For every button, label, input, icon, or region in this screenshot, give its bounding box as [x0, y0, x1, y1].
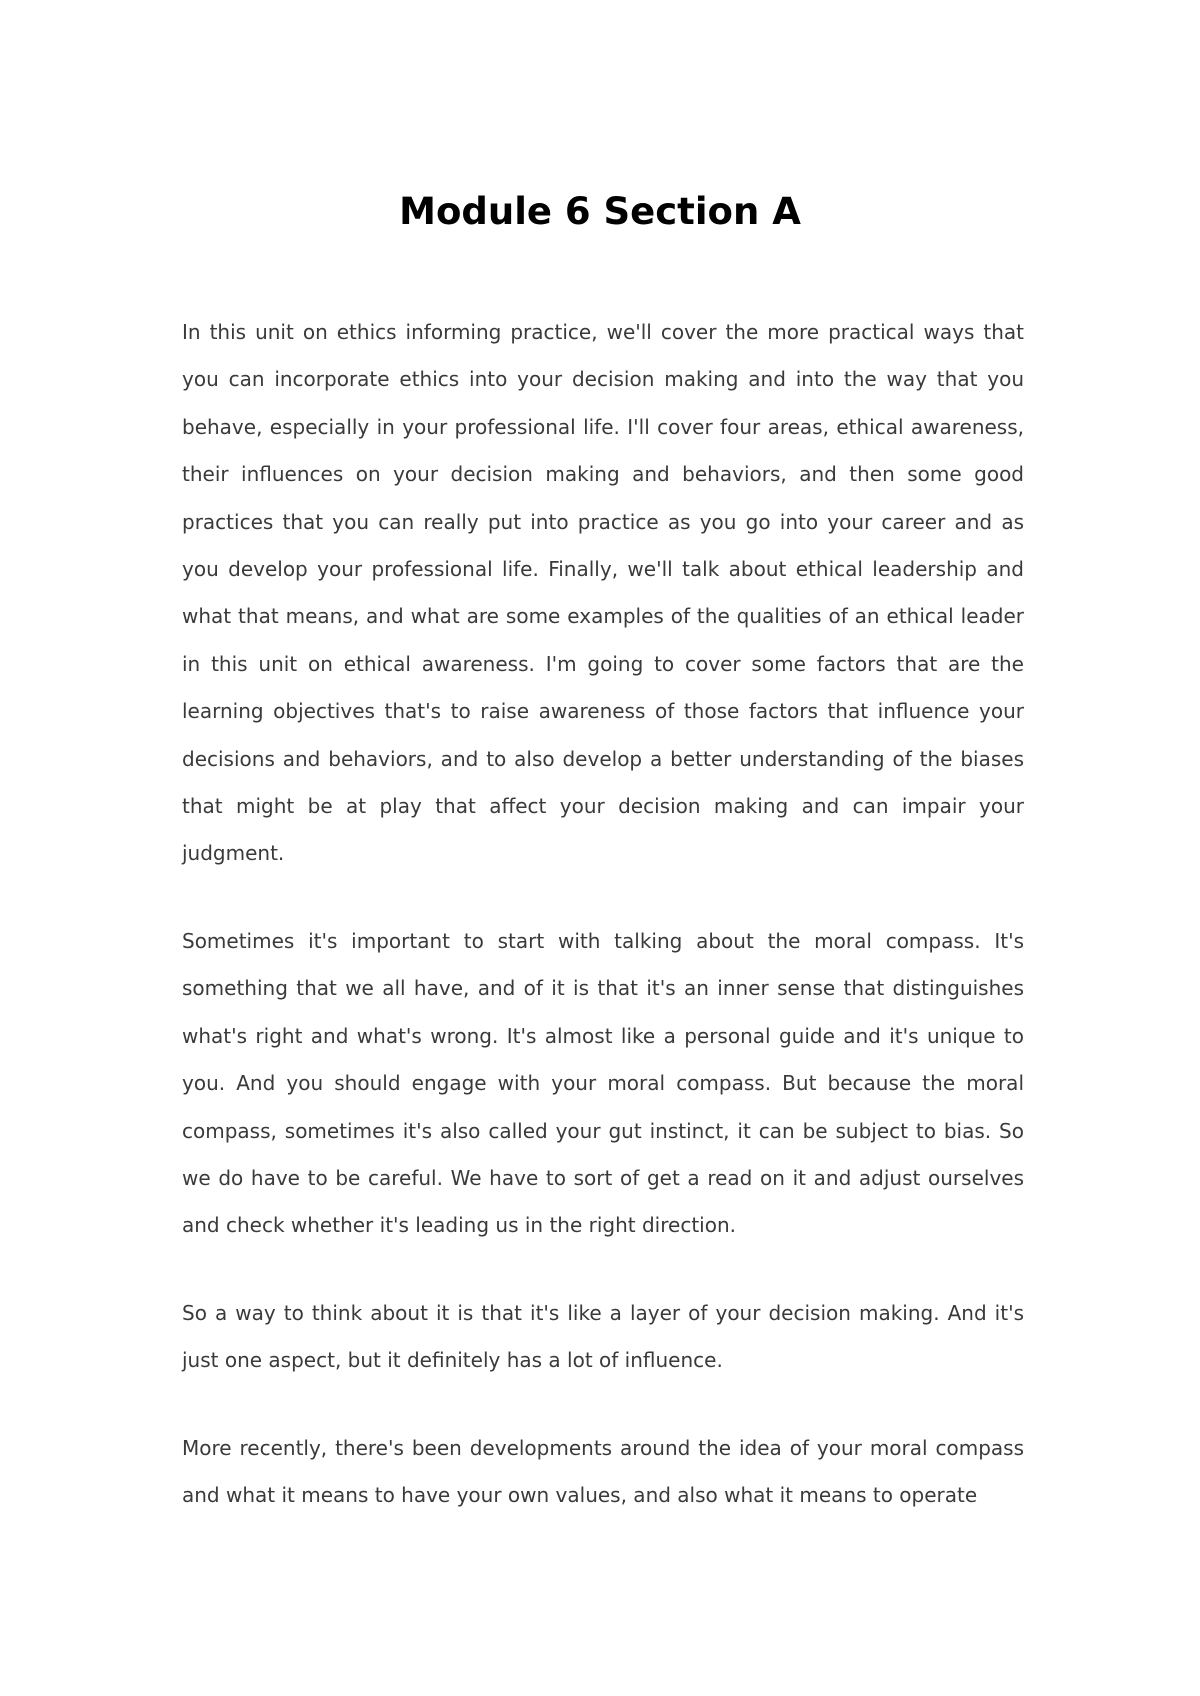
paragraph: Sometimes it's important to start with talking about the moral compass. It's something that we all have, and of it is that it's an inner sense that distinguishes what's right and what's wrong. It's almost like a personal guide and it's unique to you. And you should engage with your moral compass. But because the moral compass, sometimes it's also called your gut instinct, it can be subject to bias. So we do have to be careful. We have to sort of get a read on it and adjust ourselves and check whether it's leading us in the right direction.: [182, 928, 1024, 1238]
page-title: Module 6 Section A: [399, 190, 801, 233]
paragraph: More recently, there's been developments around the idea of your moral compass and what it means to have your own values, and also what it means to operate: [182, 1435, 1024, 1507]
paragraph: So a way to think about it is that it's like a layer of your decision making. And it's just one aspect, but it definitely has a lot of influence.: [182, 1300, 1024, 1373]
paragraph: In this unit on ethics informing practice, we'll cover the more practical ways that you can incorporate ethics into your decision making and into the way that you behave, especially in your professional life. I'll cover four areas, ethical awareness, their influences on your decision making and behaviors, and then some good practices that you can really put into practice as you go into your career and as you develop your professional life. Finally, we'll talk about ethical leadership and what that means, and what are some examples of the qualities of an ethical leader in this unit on ethical awareness. I'm going to cover some factors that are the learning objectives that's to raise awareness of those factors that influence your decisions and behaviors, and to also develop a better understanding of the biases that might be at play that affect your decision making and can impair your judgment.: [182, 320, 1024, 866]
document-body: [182, 309, 1024, 1559]
